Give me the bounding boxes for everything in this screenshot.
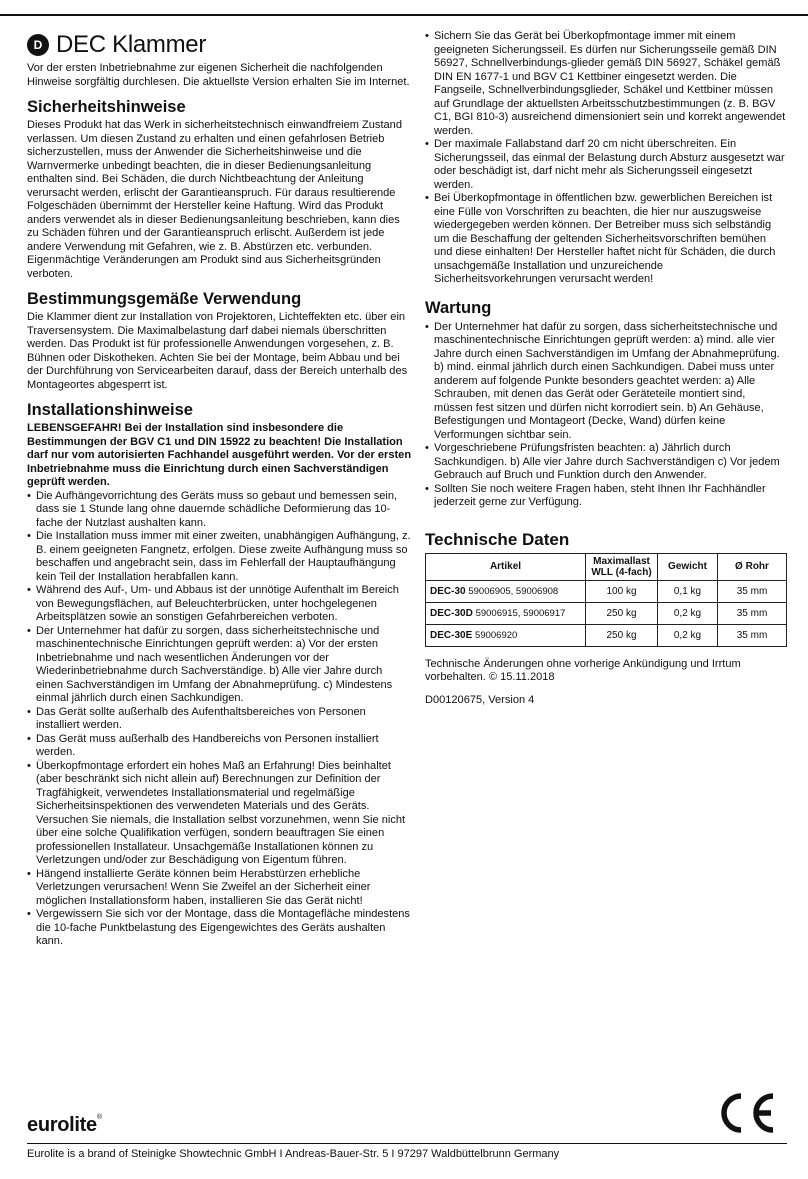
load-cell: 250 kg [586,602,658,624]
list-item: • Hängend installierte Geräte können beim Herabstürzen erhebliche Verletzungen verursachen! Wenn Sie Zweifel an der Sicherheit einer möglichen Installationsform haben, installieren Sie das Gerät nicht! [27,868,412,909]
top-rule [0,14,808,16]
tech-data-table [425,553,787,647]
tech-data-heading: Technische Daten [425,529,570,549]
ce-mark-icon [714,1090,778,1136]
model-name: DEC-30E [430,629,473,641]
installation-heading: Installationshinweise [27,401,193,419]
list-item: • Vorgeschriebene Prüfungsfristen beachten: a) Jährlich durch Sachkundigen. b) Alle vier Jahre durch Sachverständigen c) Vor jedem Gebrauch auf Bruch und Funktion durch den Anwender. [425,442,787,483]
table-row [426,580,787,602]
installation-list-continued [425,30,787,287]
safety-text: Dieses Produkt hat das Werk in sicherheitstechnisch einwandfreiem Zustand verlassen. Um diesen Zustand zu erhalten und einen gefahrlosen Betrieb sicherzustellen, muss der Anwender die Sicherheitshinweise und die Warnvermerke unbedingt beachten, die in dieser Bedienungsanleitung enthalten sind. Bei Schäden, die durch Nichtbeachtung der Anleitung verursacht werden, erlischt der Garantieanspruch. Für daraus resultierende Folgeschäden übernimmt der Hersteller keine Haftung. Wird das Produkt anders verwendet als in dieser Bedienungsanleitung beschrieben, kann dies zu Schäden führen und der Garantieanspruch erlischt. Außerdem ist jede andere Verwendung mit Gefahren, wie z. B. Abstürzen etc. verbunden. Eigenmächtige Veränderungen am Produkt sind aus Sicherheitsgründen verboten. [27,119,402,280]
document-id: D00120675, Version 4 [425,693,535,706]
left-column [27,30,412,949]
model-name: DEC-30D [430,607,473,619]
tube-cell: 35 mm [718,624,787,646]
list-item: • Das Gerät sollte außerhalb des Aufenthaltsbereiches von Personen installiert werden. [27,706,412,733]
intended-use-heading: Bestimmungsgemäße Verwendung [27,290,302,308]
article-cell [426,624,586,646]
list-item: • Bei Überkopfmontage in öffentlichen bzw. gewerblichen Bereichen ist eine Fülle von Vorschriften zu beachten, die hier nur auszugsweise wiedergegeben werden können. Der Betreiber muss sich selbständig um die Beschaffung der geltenden Sicherheitsvorschriften bemühen und diese einhalten! Der Hersteller haftet nicht für Schäden, die durch unsachgemäße Installation und unzureichende Sicherheitsvorkehrungen verursacht werden! [425,192,787,287]
footer-address: Eurolite is a brand of Steinigke Showtechnic GmbH I Andreas-Bauer-Str. 5 I 97297 Waldbüttelbrunn Germany [27,1148,560,1160]
list-item: • Der Unternehmer hat dafür zu sorgen, dass sicherheitstechnische und maschinentechnische Einrichtungen geprüft werden: a) mind. alle vier Jahre durch einen Sachverständigen im Umfang der Abnahmeprüfung. b) mind. einmal jährlich durch einen Sachkundigen. Dabei muss unter anderem auf folgende Punkte besonders geachtet werden: a) Alle Schrauben, mit denen das Gerät oder Geräteteile montiert sind, müssen fest sitzen und dürfen nicht korrodiert sein. b) An Gehäuse, Befestigungen und Montageort (Decke, Wand) dürfen keine Verformungen sichtbar sein. [425,321,787,443]
weight-cell: 0,1 kg [658,580,718,602]
language-badge: D [27,34,49,56]
weight-cell: 0,2 kg [658,602,718,624]
maintenance-list [425,321,787,510]
article-cell [426,602,586,624]
safety-heading: Sicherheitshinweise [27,98,186,116]
article-codes: 59006905, 59006908 [468,585,559,597]
list-item: • Vergewissern Sie sich vor der Montage, dass die Montagefläche mindestens die 10-fache Punktbelastung des Eigengewichtes des Geräts aushalten kann. [27,908,412,949]
table-row [426,624,787,646]
change-notice: Technische Änderungen ohne vorherige Ankündigung und Irrtum vorbehalten. © 15.11.2018 [425,657,741,683]
column-header: Maximallast WLL (4-fach) [586,553,658,580]
list-item: • Der maximale Fallabstand darf 20 cm nicht überschreiten. Ein Sicherungsseil, das einmal der Belastung durch Absturz ausgesetzt war oder beschädigt ist, darf nicht mehr als Sicherungsseil eingesetzt werden. [425,138,787,192]
table-header-row [426,553,787,580]
list-item: • Der Unternehmer hat dafür zu sorgen, dass sicherheitstechnische und maschinentechnische Einrichtungen geprüft werden: a) Vor der ersten Inbetriebnahme und nach wesentlichen Änderungen vor der Wiederinbetriebnahme durch Sachverständige. b) Alle vier Jahre durch einen Sachverständigen im Umfang der Abnahmeprüfung. c) Mindestens einmal jährlich durch einen Sachkundigen. [27,625,412,706]
tube-cell: 35 mm [718,580,787,602]
eurolite-logo [27,1114,102,1137]
list-item: • Während des Auf-, Um- und Abbaus ist der unnötige Aufenthalt im Bereich von Bewegungsflächen, auf Beleuchterbrücken, unter hochgelegenen Arbeitsplätzen sowie an sonstigen Gefahrbereichen verboten. [27,584,412,625]
installation-list [27,490,412,949]
intro-text: Vor der ersten Inbetriebnahme zur eigenen Sicherheit die nachfolgenden Hinweise sorgfältig durchlesen. Die aktuellste Version erhalten Sie im Internet. [27,62,410,88]
document-title [27,30,412,60]
load-cell: 250 kg [586,624,658,646]
footer-rule [27,1143,787,1144]
list-item: • Sollten Sie noch weitere Fragen haben, steht Ihnen Ihr Fachhändler jederzeit gerne zur Verfügung. [425,483,787,510]
list-item: • Das Gerät muss außerhalb des Handbereichs von Personen installiert werden. [27,733,412,760]
right-column [425,30,787,707]
load-cell: 100 kg [586,580,658,602]
weight-cell: 0,2 kg [658,624,718,646]
article-codes: 59006920 [475,629,518,641]
column-header: Gewicht [658,553,718,580]
logo-text: eurolite [27,1114,97,1136]
article-cell [426,580,586,602]
list-item: • Die Installation muss immer mit einer zweiten, unabhängigen Aufhängung, z. B. einem geeigneten Fangnetz, erfolgen. Diese zweite Aufhängung muss so beschaffen und angebracht sein, dass im Fehlerfall der Hauptaufhängung kein Teil der Installation herabfallen kann. [27,530,412,584]
danger-warning: LEBENSGEFAHR! Bei der Installation sind insbesondere die Bestimmungen der BGV C1 und DIN 15922 zu beachten! Die Installation darf nur vom autorisierten Fachhandel ausgeführt werden. Vor der ersten Inbetriebnahme muss die Einrichtung durch einen Sachverständigen geprüft werden. [27,422,412,488]
list-item: • Die Aufhängevorrichtung des Geräts muss so gebaut und bemessen sein, dass sie 1 Stunde lang ohne dauernde schädliche Deformierung das 10-fache der Nutzlast aushalten kann. [27,490,412,531]
title-text: DEC Klammer [56,31,207,58]
list-item: • Überkopfmontage erfordert ein hohes Maß an Erfahrung! Dies beinhaltet (aber beschränkt sich nicht allein auf) Berechnungen zur Definition der Tragfähigkeit, verwendetes Installationsmaterial und regelmäßige Sicherheitsinspektionen des verwendeten Materials und des Geräts. Versuchen Sie niemals, die Installation selbst vorzunehmen, wenn Sie nicht über eine solche Qualifikation verfügen, sondern beauftragen Sie einen professionellen Installateur. Unsachgemäße Installationen können zu Verletzungen und/oder zur Beschädigung von Eigentum führen. [27,760,412,868]
registered-mark: ® [96,1114,102,1121]
column-header: Artikel [426,553,586,580]
maintenance-heading: Wartung [425,298,492,317]
column-header: Ø Rohr [718,553,787,580]
tube-cell: 35 mm [718,602,787,624]
table-row [426,602,787,624]
article-codes: 59006915, 59006917 [475,607,566,619]
intended-use-text: Die Klammer dient zur Installation von Projektoren, Lichteffekten etc. über ein Traversensystem. Die Maximalbelastung darf dabei niemals überschritten werden. Das Produkt ist für professionelle Anwendungen vorgesehen, z. B. Bühnen oder Diskotheken. Achten Sie bei der Montage, beim Abbau und bei der Durchführung von Servicearbeiten darauf, dass der Bereich unterhalb des Montageortes abgesperrt ist. [27,311,408,391]
list-item: • Sichern Sie das Gerät bei Überkopfmontage immer mit einem geeigneten Sicherungsseil. Es dürfen nur Sicherungsseile gemäß DIN 56927, Schnellverbindungs-glieder gemäß DIN 56927, Schäkel gemäß DIN EN 1677-1 und BGV C1 Kettbiner eingesetzt werden. Die Fangseile, Schnellverbindungsglieder, Schäkel und Kettbiner müssen auf Grundlage der aktuellsten Arbeitsschutzbestimmungen (z. B. BGV C1, BGI 810-3) ausreichend dimensioniert sein und korrekt angewendet werden. [425,30,787,138]
model-name: DEC-30 [430,585,466,597]
